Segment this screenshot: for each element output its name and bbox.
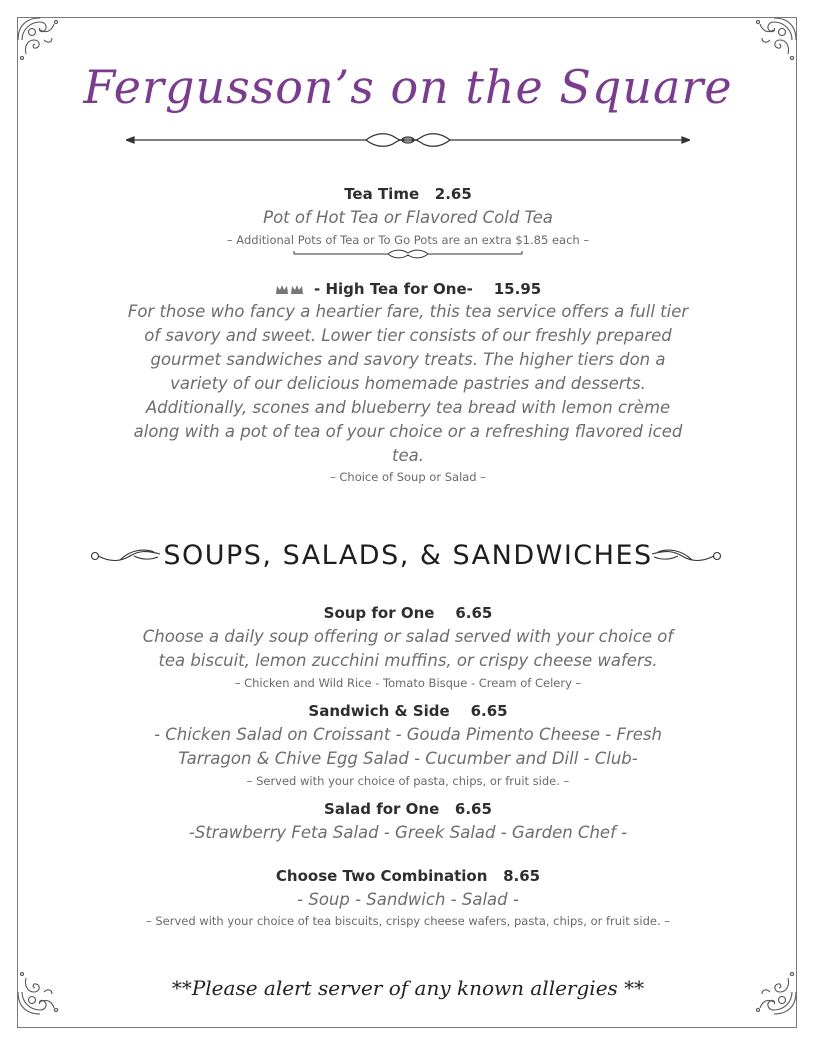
sandwich-line: - Chicken Salad on Croissant - Gouda Pimento Cheese - Fresh: [154, 725, 662, 744]
high-tea-line: tea.: [392, 446, 424, 465]
swirl-ornament-icon: [650, 544, 722, 566]
high-tea-description: [0, 300, 816, 468]
salad-name: Salad for One: [324, 800, 440, 818]
salad-price: 6.65: [454, 800, 492, 818]
salad-heading: [0, 800, 816, 818]
combo-note: – Served with your choice of tea biscuits, crispy cheese wafers, pasta, chips, or fruit side. –: [145, 914, 671, 928]
combo-name: Choose Two Combination: [275, 867, 488, 885]
section-title: SOUPS, SALADS, & SANDWICHES: [163, 540, 653, 571]
high-tea-price: 15.95: [493, 280, 542, 298]
corner-flourish-icon: [748, 14, 800, 66]
tea-time-description: Pot of Hot Tea or Flavored Cold Tea: [263, 208, 553, 227]
high-tea-line: For those who fancy a heartier fare, this tea service offers a full tier: [127, 302, 689, 321]
sandwich-note: – Served with your choice of pasta, chips, or fruit side. –: [246, 774, 570, 788]
sandwich-price: 6.65: [470, 702, 508, 720]
soup-name: Soup for One: [323, 604, 435, 622]
tea-time-heading: [0, 185, 816, 203]
soup-line: tea biscuit, lemon zucchini muffins, or crispy cheese wafers.: [158, 651, 658, 670]
salad-description: -Strawberry Feta Salad - Greek Salad - Garden Chef -: [188, 823, 628, 842]
corner-flourish-icon: [14, 14, 66, 66]
combo-heading: [0, 867, 816, 885]
section-header: [0, 534, 816, 578]
crown-icon: [275, 281, 305, 299]
allergy-notice: **Please alert server of any known allergies **: [171, 976, 645, 1000]
scroll-divider-icon: [126, 130, 690, 150]
soup-line: Choose a daily soup offering or salad served with your choice of: [142, 627, 674, 646]
tea-time-note: – Additional Pots of Tea or To Go Pots are an extra $1.85 each –: [226, 233, 590, 247]
high-tea-note: – Choice of Soup or Salad –: [329, 470, 487, 484]
combo-description: - Soup - Sandwich - Salad -: [297, 890, 519, 909]
page-title: Fergusson’s on the Square: [83, 60, 733, 114]
high-tea-line: Additionally, scones and blueberry tea bread with lemon crème: [145, 398, 671, 417]
small-divider-icon: [292, 248, 524, 260]
soup-note: – Chicken and Wild Rice - Tomato Bisque - Cream of Celery –: [234, 676, 582, 690]
high-tea-name: - High Tea for One-: [314, 280, 473, 298]
high-tea-heading: [0, 280, 816, 299]
soup-description: [0, 625, 816, 673]
soup-price: 6.65: [455, 604, 493, 622]
tea-time-name: Tea Time: [344, 185, 420, 203]
sandwich-heading: [0, 702, 816, 720]
sandwich-name: Sandwich & Side: [308, 702, 450, 720]
high-tea-line: of savory and sweet. Lower tier consists of our freshly prepared: [144, 326, 672, 345]
high-tea-line: gourmet sandwiches and savory treats. The higher tiers don a: [150, 350, 666, 369]
sandwich-description: [0, 723, 816, 771]
sandwich-line: Tarragon & Chive Egg Salad - Cucumber and Dill - Club-: [178, 749, 638, 768]
swirl-ornament-icon: [90, 544, 162, 566]
high-tea-line: along with a pot of tea of your choice or a refreshing flavored iced: [133, 422, 683, 441]
soup-heading: [0, 604, 816, 622]
tea-time-price: 2.65: [434, 185, 472, 203]
combo-price: 8.65: [503, 867, 541, 885]
high-tea-line: variety of our delicious homemade pastries and desserts.: [170, 374, 646, 393]
